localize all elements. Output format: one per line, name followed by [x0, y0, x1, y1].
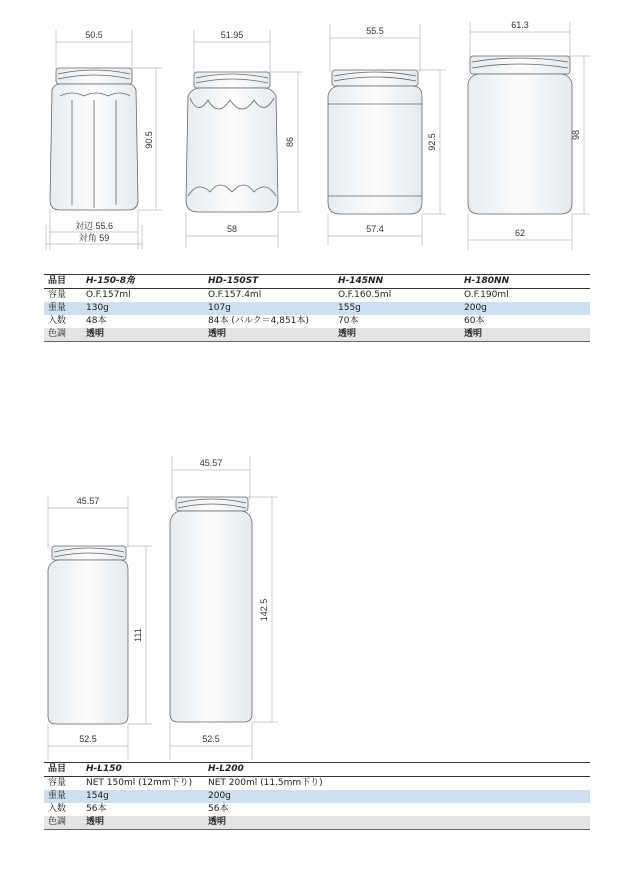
jar-hl200: [170, 497, 252, 722]
row-label: 重量: [44, 790, 82, 803]
product-name: HD-150ST: [204, 275, 334, 289]
spec-row-capacity: [44, 777, 590, 791]
capacity-cell: O.F.190ml: [464, 290, 509, 300]
qty-cell: 70本: [338, 316, 359, 326]
dim-h150-diag: 対角 59: [78, 233, 110, 243]
dim-h145nn-height: 92.5: [427, 133, 437, 151]
capacity-cell: NET 150ml (12mm下り): [86, 778, 193, 788]
dim-hd150st-bottom: 58: [226, 224, 238, 234]
qty-cell: 60本: [464, 316, 485, 326]
row-label: 品目: [44, 275, 82, 289]
dim-hl200-bottom: 52.5: [202, 734, 220, 744]
dim-h180nn-top: 61.3: [511, 20, 529, 30]
row-label: 品目: [44, 763, 82, 777]
capacity-cell: O.F.157.4ml: [208, 290, 262, 300]
spec-table-bottom: [44, 762, 590, 830]
product-name: H-L200: [204, 763, 590, 777]
dim-hl200-height: 142.5: [259, 598, 269, 622]
dim-h180nn-bottom: 62: [514, 228, 526, 238]
qty-cell: 48本: [86, 316, 107, 326]
qty-cell: 84本 (バルク＝4,851本): [208, 316, 309, 326]
capacity-cell: O.F.157ml: [86, 290, 131, 300]
product-name: H-145NN: [334, 275, 460, 289]
weight-cell: 200g: [460, 302, 590, 315]
dim-h150-height: 90.5: [144, 131, 154, 149]
spec-row-capacity: [44, 289, 590, 303]
row-label: 容量: [48, 778, 67, 788]
color-cell: 透明: [82, 816, 204, 830]
dim-hl150-bottom: 52.5: [79, 734, 97, 744]
jar-hd150st: [186, 72, 278, 212]
product-name: H-150-8角: [82, 275, 204, 289]
product-name: H-L150: [82, 763, 204, 777]
dim-hl150-height: 111: [133, 628, 143, 642]
spec-row-weight: [44, 790, 590, 803]
spec-row-color: [44, 328, 590, 342]
spec-row-name: [44, 275, 590, 289]
weight-cell: 130g: [82, 302, 204, 315]
row-label: 色調: [44, 328, 82, 342]
weight-cell: 200g: [204, 790, 590, 803]
qty-cell: 56本: [86, 804, 107, 814]
spec-row-color: [44, 816, 590, 830]
weight-cell: 155g: [334, 302, 460, 315]
dim-h180nn-height: 98: [571, 129, 581, 141]
dim-h150-flat: 対辺 55.6: [74, 221, 114, 231]
product-name: H-180NN: [460, 275, 590, 289]
row-label: 重量: [44, 302, 82, 315]
row-label: 入数: [48, 316, 67, 326]
color-cell: 透明: [460, 328, 590, 342]
color-cell: 透明: [204, 816, 590, 830]
weight-cell: 107g: [204, 302, 334, 315]
capacity-cell: O.F.160.5ml: [338, 290, 392, 300]
row-label: 容量: [48, 290, 67, 300]
spec-row-weight: [44, 302, 590, 315]
row-label: 色調: [44, 816, 82, 830]
weight-cell: 154g: [82, 790, 204, 803]
dim-h150-top: 50.5: [85, 30, 103, 40]
dim-hl200-top: 45.57: [199, 458, 223, 468]
dim-h145nn-bottom: 57.4: [366, 224, 384, 234]
color-cell: 透明: [334, 328, 460, 342]
row-label: 入数: [48, 804, 67, 814]
jar-h145nn: [328, 70, 422, 214]
qty-cell: 56本: [208, 804, 229, 814]
jar-hl150: [48, 546, 128, 724]
jar-h180nn: [468, 56, 572, 214]
color-cell: 透明: [82, 328, 204, 342]
dim-hl150-top: 45.57: [76, 496, 100, 506]
spec-row-quantity: [44, 803, 590, 816]
spec-table-top: [44, 274, 590, 342]
color-cell: 透明: [204, 328, 334, 342]
spec-row-quantity: [44, 315, 590, 328]
dim-h145nn-top: 55.5: [366, 26, 384, 36]
jar-h150-8kaku: [50, 68, 138, 210]
dim-hd150st-top: 51.95: [220, 30, 244, 40]
spec-row-name: [44, 763, 590, 777]
capacity-cell: NET 200ml (11.5mm下り): [208, 778, 323, 788]
dim-hd150st-height: 86: [285, 136, 295, 148]
